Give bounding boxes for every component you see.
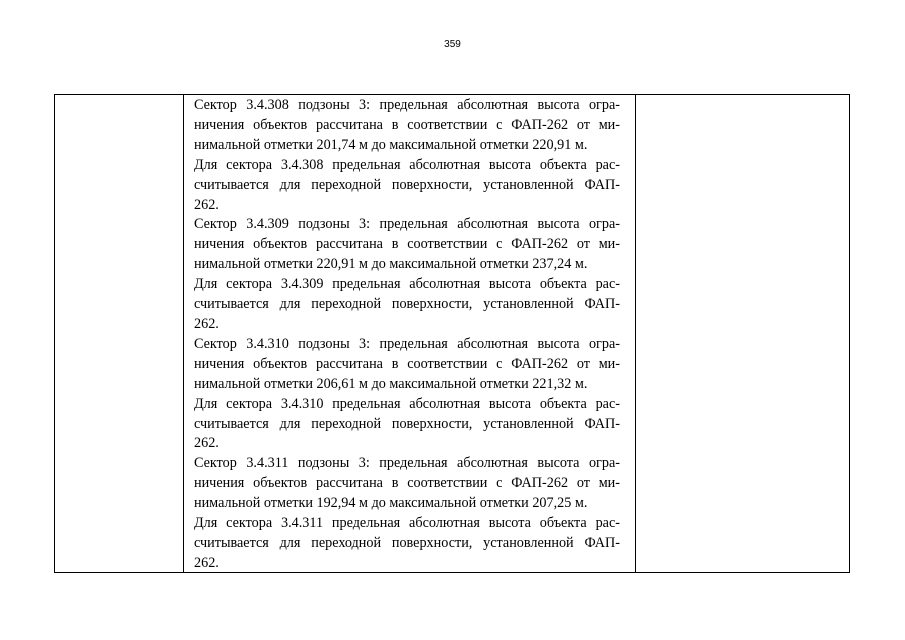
- page-number: 359: [444, 39, 461, 50]
- text-line: Для сектора 3.4.310 предельная абсолютная высота объекта рас-: [194, 395, 620, 412]
- text-line: 262.: [194, 435, 219, 452]
- text-line: Для сектора 3.4.309 предельная абсолютная высота объекта рас-: [194, 276, 620, 293]
- text-line: нимальной отметки 192,94 м до максимальной отметки 207,25 м.: [194, 495, 588, 512]
- text-line: Для сектора 3.4.311 предельная абсолютная высота объекта рас-: [194, 515, 620, 532]
- text-line: считывается для переходной поверхности, установленной ФАП-: [194, 176, 620, 193]
- text-line: 262.: [194, 196, 219, 213]
- text-line: считывается для переходной поверхности, установленной ФАП-: [194, 534, 620, 551]
- text-line: ничения объектов рассчитана в соответствии с ФАП-262 от ми-: [194, 475, 620, 492]
- text-line: считывается для переходной поверхности, установленной ФАП-: [194, 415, 620, 432]
- table-column-divider-right: [635, 95, 636, 572]
- text-line: Сектор 3.4.311 подзоны 3: предельная абсолютная высота огра-: [194, 455, 620, 472]
- text-line: ничения объектов рассчитана в соответствии с ФАП-262 от ми-: [194, 236, 620, 253]
- text-line: ничения объектов рассчитана в соответствии с ФАП-262 от ми-: [194, 355, 620, 372]
- text-line: 262.: [194, 554, 219, 571]
- table-cell-text: [194, 96, 620, 574]
- text-line: 262.: [194, 315, 219, 332]
- text-line: ничения объектов рассчитана в соответствии с ФАП-262 от ми-: [194, 116, 620, 133]
- text-line: Сектор 3.4.308 подзоны 3: предельная абсолютная высота огра-: [194, 97, 620, 113]
- text-line: Сектор 3.4.309 подзоны 3: предельная абсолютная высота огра-: [194, 216, 620, 233]
- text-line: Сектор 3.4.310 подзоны 3: предельная абсолютная высота огра-: [194, 335, 620, 352]
- text-line: нимальной отметки 220,91 м до максимальной отметки 237,24 м.: [194, 256, 588, 273]
- text-line: Для сектора 3.4.308 предельная абсолютная высота объекта рас-: [194, 156, 620, 173]
- text-line: нимальной отметки 206,61 м до максимальной отметки 221,32 м.: [194, 375, 588, 392]
- text-line: считывается для переходной поверхности, установленной ФАП-: [194, 296, 620, 313]
- table-column-divider-left: [183, 95, 184, 572]
- text-line: нимальной отметки 201,74 м до максимальной отметки 220,91 м.: [194, 136, 588, 153]
- document-table: [54, 94, 850, 573]
